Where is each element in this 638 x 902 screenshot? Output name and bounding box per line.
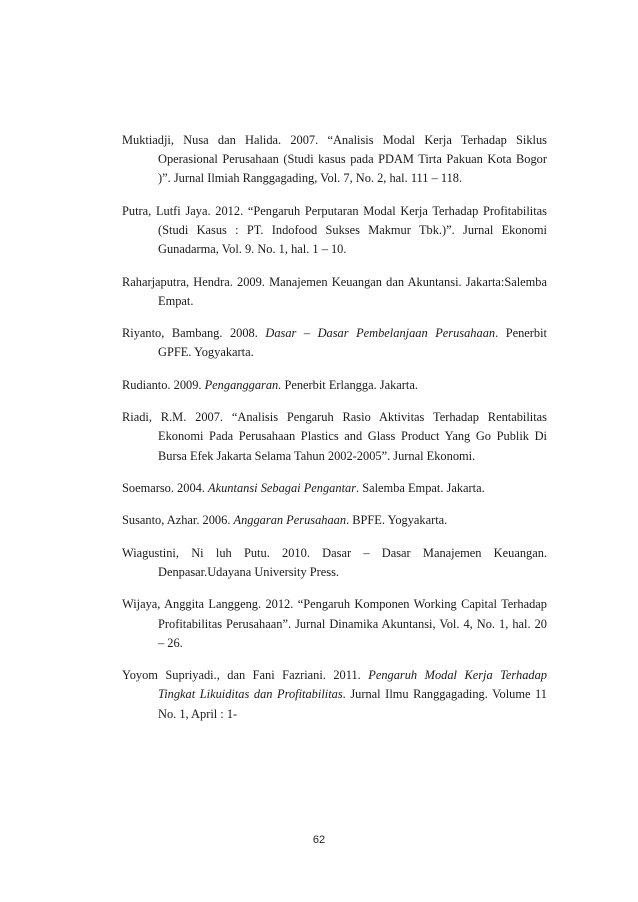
page-number: 62 — [312, 834, 326, 846]
reference-text: . Penerbit GPFE. Yogyakarta. — [158, 326, 548, 360]
reference-entry — [122, 544, 547, 582]
reference-entry — [122, 131, 547, 189]
reference-text: . Jurnal Ilmu Ranggagading. Volume 11 No. 1, April : 1- — [158, 687, 547, 721]
reference-entry — [122, 324, 547, 362]
reference-text: Wiagustini, Ni luh Putu. 2010. Dasar – Dasar Manajemen Keuangan. Denpasar.Udayana University Press. — [122, 545, 547, 579]
reference-text: Putra, Lutfi Jaya. 2012. “Pengaruh Perputaran Modal Kerja Terhadap Profitabilitas (Studi Kasus : PT. Indofood Sukses Makmur Tbk.)”. Jurnal Ekonomi Gunadarma, Vol. 9. No. 1, hal. 1 – 10. — [122, 203, 547, 257]
reference-entry — [122, 511, 547, 530]
reference-title-italic: Dasar – Dasar Pembelanjaan Perusahaan — [265, 326, 496, 341]
reference-list — [122, 131, 547, 737]
reference-entry — [122, 376, 547, 395]
reference-title-italic: Pengaruh Modal Kerja Terhadap Tingkat Likuiditas dan Profitabilitas — [158, 668, 547, 702]
reference-text: Penerbit Erlangga. Jakarta. — [281, 377, 418, 392]
reference-title-italic: Anggaran Perusahaan — [233, 513, 347, 528]
reference-text: Soemarso. 2004. — [122, 480, 209, 495]
reference-text: . BPFE. Yogyakarta. — [346, 513, 448, 528]
reference-entry — [122, 666, 547, 724]
reference-title-italic: Akuntansi Sebagai Pengantar — [208, 480, 357, 495]
reference-title-italic: Penganggaran. — [204, 377, 282, 392]
reference-text: Wijaya, Anggita Langgeng. 2012. “Pengaruh Komponen Working Capital Terhadap Profitabilitas Perusahaan”. Jurnal Dinamika Akuntansi, Vol. 4, No. 1, hal. 20 – 26. — [122, 597, 547, 650]
reference-text: Rudianto. 2009. — [122, 377, 205, 392]
reference-entry — [122, 273, 547, 311]
reference-entry — [122, 595, 547, 653]
reference-text: Riyanto, Bambang. 2008. — [122, 326, 266, 341]
reference-entry — [122, 408, 547, 466]
reference-text: Muktiadji, Nusa dan Halida. 2007. “Analisis Modal Kerja Terhadap Siklus Operasional Perusahaan (Studi kasus pada PDAM Tirta Pakuan Kota Bogor )”. Jurnal Ilmiah Ranggagading, Vol. 7, No. 2, hal. 111 – 118. — [122, 133, 547, 186]
reference-text: Yoyom Supriyadi., dan Fani Fazriani. 2011. — [122, 668, 369, 683]
reference-text: Susanto, Azhar. 2006. — [122, 513, 234, 528]
reference-text: . Salemba Empat. Jakarta. — [356, 480, 485, 495]
reference-entry — [122, 479, 547, 498]
reference-text: Raharjaputra, Hendra. 2009. Manajemen Keuangan dan Akuntansi. Jakarta:Salemba Empat. — [122, 274, 547, 308]
reference-text: Riadi, R.M. 2007. “Analisis Pengaruh Rasio Aktivitas Terhadap Rentabilitas Ekonomi Pada Perusahaan Plastics and Glass Product Yang Go Publik Di Bursa Efek Jakarta Selama Tahun 2002-2005”. Jurnal Ekonomi. — [122, 410, 547, 463]
reference-entry — [122, 202, 547, 260]
